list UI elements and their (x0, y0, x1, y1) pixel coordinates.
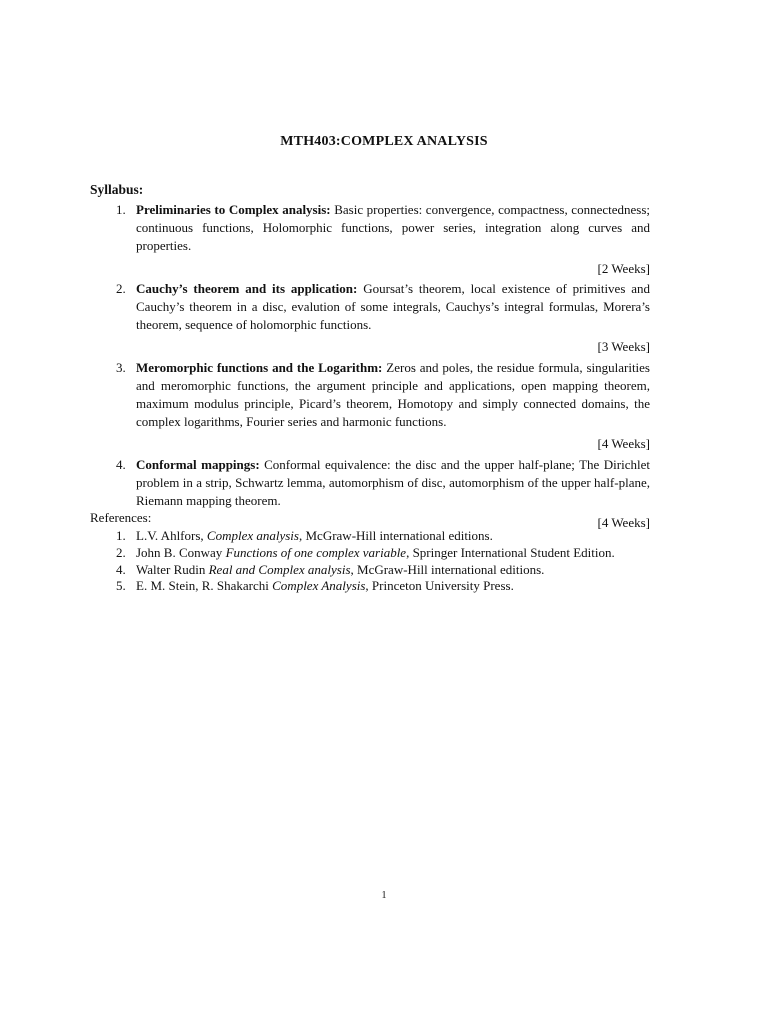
document-title: MTH403:COMPLEX ANALYSIS (280, 134, 488, 149)
reference-item (90, 528, 650, 545)
item-body (136, 280, 650, 335)
item-heading: Preliminaries to Complex analysis: (136, 202, 331, 217)
reference-body (136, 562, 650, 579)
reference-book-title: Real and Complex analysis (208, 561, 351, 577)
syllabus-item (90, 359, 650, 454)
reference-book-title: Complex Analysis (272, 578, 366, 594)
reference-item (90, 578, 650, 595)
item-duration: [3 Weeks] (597, 339, 650, 355)
syllabus-heading: Syllabus: (90, 182, 144, 197)
reference-authors: Walter Rudin (136, 561, 206, 577)
item-duration: [4 Weeks] (597, 515, 650, 531)
item-heading: Conformal mappings: (136, 456, 260, 472)
item-heading: Meromorphic functions and the Logarithm: (136, 359, 383, 375)
reference-number: 5. (116, 578, 126, 594)
item-duration: [2 Weeks] (597, 260, 650, 276)
reference-book-title: Complex analysis (206, 528, 299, 543)
syllabus-item (90, 280, 650, 357)
item-text: Zeros and poles, the residue formula, singularities and meromorphic functions, the argument principle and applications, open mapping theorem, maximum modulus principle, Picard’s theorem, Homotopy and simply connected domains, the complex logarithms, Fourier series and harmonic functions. (136, 359, 650, 430)
reference-number: 4. (116, 561, 126, 577)
reference-item (90, 562, 650, 579)
reference-body (136, 578, 650, 595)
reference-publisher: , Springer International Student Edition. (406, 544, 615, 560)
item-body (136, 201, 650, 256)
syllabus-list (90, 201, 650, 534)
item-text: Conformal equivalence: the disc and the upper half-plane; The Dirichlet problem in a strip, Schwartz lemma, automorphism of disc, automorphism of the upper half-plane, Riemann mapping theorem. (136, 456, 650, 509)
item-number: 2. (116, 280, 126, 296)
item-body (136, 359, 650, 432)
reference-publisher: , McGraw-Hill international editions. (350, 561, 545, 577)
reference-authors: E. M. Stein, R. Shakarchi (136, 578, 269, 594)
reference-book-title: Functions of one complex variable (225, 544, 407, 560)
reference-authors: John B. Conway (136, 544, 223, 560)
item-number: 1. (116, 202, 126, 217)
reference-authors: L.V. Ahlfors, (136, 528, 204, 543)
item-number: 3. (116, 359, 126, 375)
reference-number: 1. (116, 528, 126, 543)
reference-number: 2. (116, 544, 126, 560)
reference-publisher: , McGraw-Hill international editions. (298, 528, 493, 543)
references-heading: References: (90, 510, 152, 525)
item-text: Goursat’s theorem, local existence of primitives and Cauchy’s theorem in a disc, evalution of some integrals, Cauchys’s integral formulas, Morera’s theorem, sequence of holomorphic functions. (136, 280, 651, 333)
item-duration: [4 Weeks] (597, 436, 650, 452)
page-number: 1 (381, 890, 387, 901)
reference-publisher: , Princeton University Press. (365, 578, 514, 594)
item-number: 4. (116, 456, 126, 472)
reference-body (136, 545, 650, 562)
item-heading: Cauchy’s theorem and its application: (136, 280, 358, 296)
item-text: Basic properties: convergence, compactness, connectedness; continuous functions, Holomorphic functions, power series, integration along curves and properties. (136, 202, 651, 254)
syllabus-item (90, 201, 650, 278)
item-body (136, 456, 650, 511)
references-list (90, 528, 650, 595)
syllabus-item (90, 456, 650, 533)
reference-item (90, 545, 650, 562)
reference-body (136, 528, 650, 545)
